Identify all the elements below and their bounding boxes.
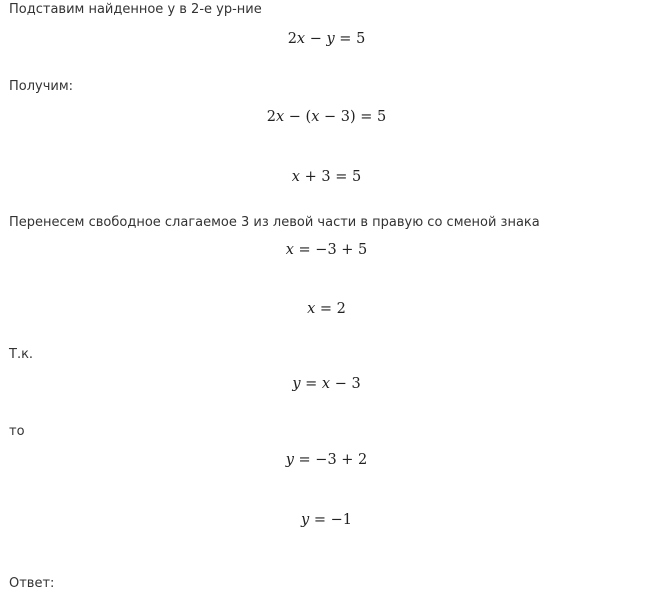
- equation-1: 2x − y = 5: [287, 31, 366, 47]
- text-line-otvet: Ответ:: [9, 576, 55, 591]
- equation-2: 2x − (x − 3) = 5: [266, 109, 387, 125]
- equation-6: y = x − 3: [292, 376, 361, 392]
- equation-8: y = −1: [301, 512, 352, 528]
- equation-5: x = 2: [307, 301, 346, 317]
- equation-3: x + 3 = 5: [291, 169, 362, 185]
- text-line-perenesem: Перенесем свободное слагаемое 3 из левой части в правую со сменой знака: [9, 215, 540, 230]
- equation-4: x = −3 + 5: [285, 242, 368, 258]
- equation-7: y = −3 + 2: [285, 452, 368, 468]
- text-line-to: то: [9, 424, 25, 439]
- text-line-intro: Подставим найденное у в 2-е ур-ние: [9, 2, 262, 17]
- text-line-tk: Т.к.: [9, 347, 34, 362]
- text-line-poluchim: Получим:: [9, 79, 74, 94]
